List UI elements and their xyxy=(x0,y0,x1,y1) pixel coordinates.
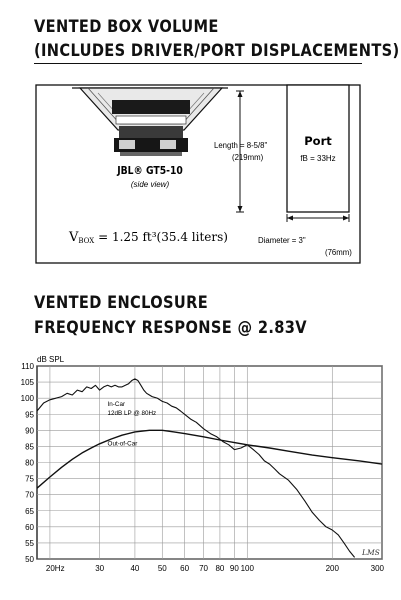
driver-name: JBL® GT5-10 xyxy=(117,165,183,178)
length-metric: (219mm) xyxy=(232,153,264,162)
y-tick-label: 85 xyxy=(25,442,34,452)
x-tick-label: 300 xyxy=(370,564,384,573)
x-tick-label: 90 xyxy=(229,564,239,573)
port-title: Port xyxy=(304,134,332,148)
chart-annotation: In-Car xyxy=(107,401,126,409)
y-tick-label: 70 xyxy=(25,490,34,500)
chart-annotation: Out-of-Car xyxy=(107,440,138,448)
volume-subscript: BOX xyxy=(78,237,95,245)
y-tick-label: 50 xyxy=(25,555,34,564)
section2-title-line1: VENTED ENCLOSURE xyxy=(34,293,209,313)
y-tick-label: 90 xyxy=(25,426,34,436)
volume-symbol: V xyxy=(69,230,79,245)
x-tick-label: 70 xyxy=(199,564,208,573)
y-tick-label: 95 xyxy=(25,410,34,420)
y-tick-label: 80 xyxy=(25,458,34,468)
chart-annotation: 12dB LP @ 80Hz xyxy=(107,409,157,417)
diameter-label: Diameter = 3" xyxy=(258,236,306,245)
section1-title-line2: (INCLUDES DRIVER/PORT DISPLACEMENTS) xyxy=(34,41,400,61)
y-tick-label: 60 xyxy=(25,522,34,532)
section1-title-line1: VENTED BOX VOLUME xyxy=(34,17,219,37)
y-tick-label: 110 xyxy=(21,362,34,371)
y-tick-label: 55 xyxy=(25,538,34,548)
y-tick-label: 100 xyxy=(20,394,34,404)
volume-value: = 1.25 ft³(35.4 liters) xyxy=(94,230,228,244)
y-axis-label: dB SPL xyxy=(37,355,65,364)
x-tick-label: 20Hz xyxy=(45,564,65,573)
x-tick-label: 60 xyxy=(180,564,190,573)
chart-watermark: LMS xyxy=(362,548,380,557)
x-tick-label: 200 xyxy=(325,564,339,573)
section2-title-line2: FREQUENCY RESPONSE @ 2.83V xyxy=(34,318,307,338)
x-tick-label: 50 xyxy=(157,564,167,573)
x-tick-label: 30 xyxy=(95,564,105,573)
length-label: Length = 8-5/8" xyxy=(214,141,268,150)
x-tick-label: 80 xyxy=(215,564,225,573)
driver-view-note: (side view) xyxy=(130,180,170,189)
diameter-metric: (76mm) xyxy=(325,248,352,257)
x-tick-label: 100 xyxy=(240,564,254,573)
y-tick-label: 65 xyxy=(25,506,34,516)
port-tuning: fB = 33Hz xyxy=(300,154,336,163)
x-tick-label: 40 xyxy=(130,564,140,573)
y-tick-label: 75 xyxy=(25,474,34,484)
y-tick-label: 105 xyxy=(20,378,34,388)
